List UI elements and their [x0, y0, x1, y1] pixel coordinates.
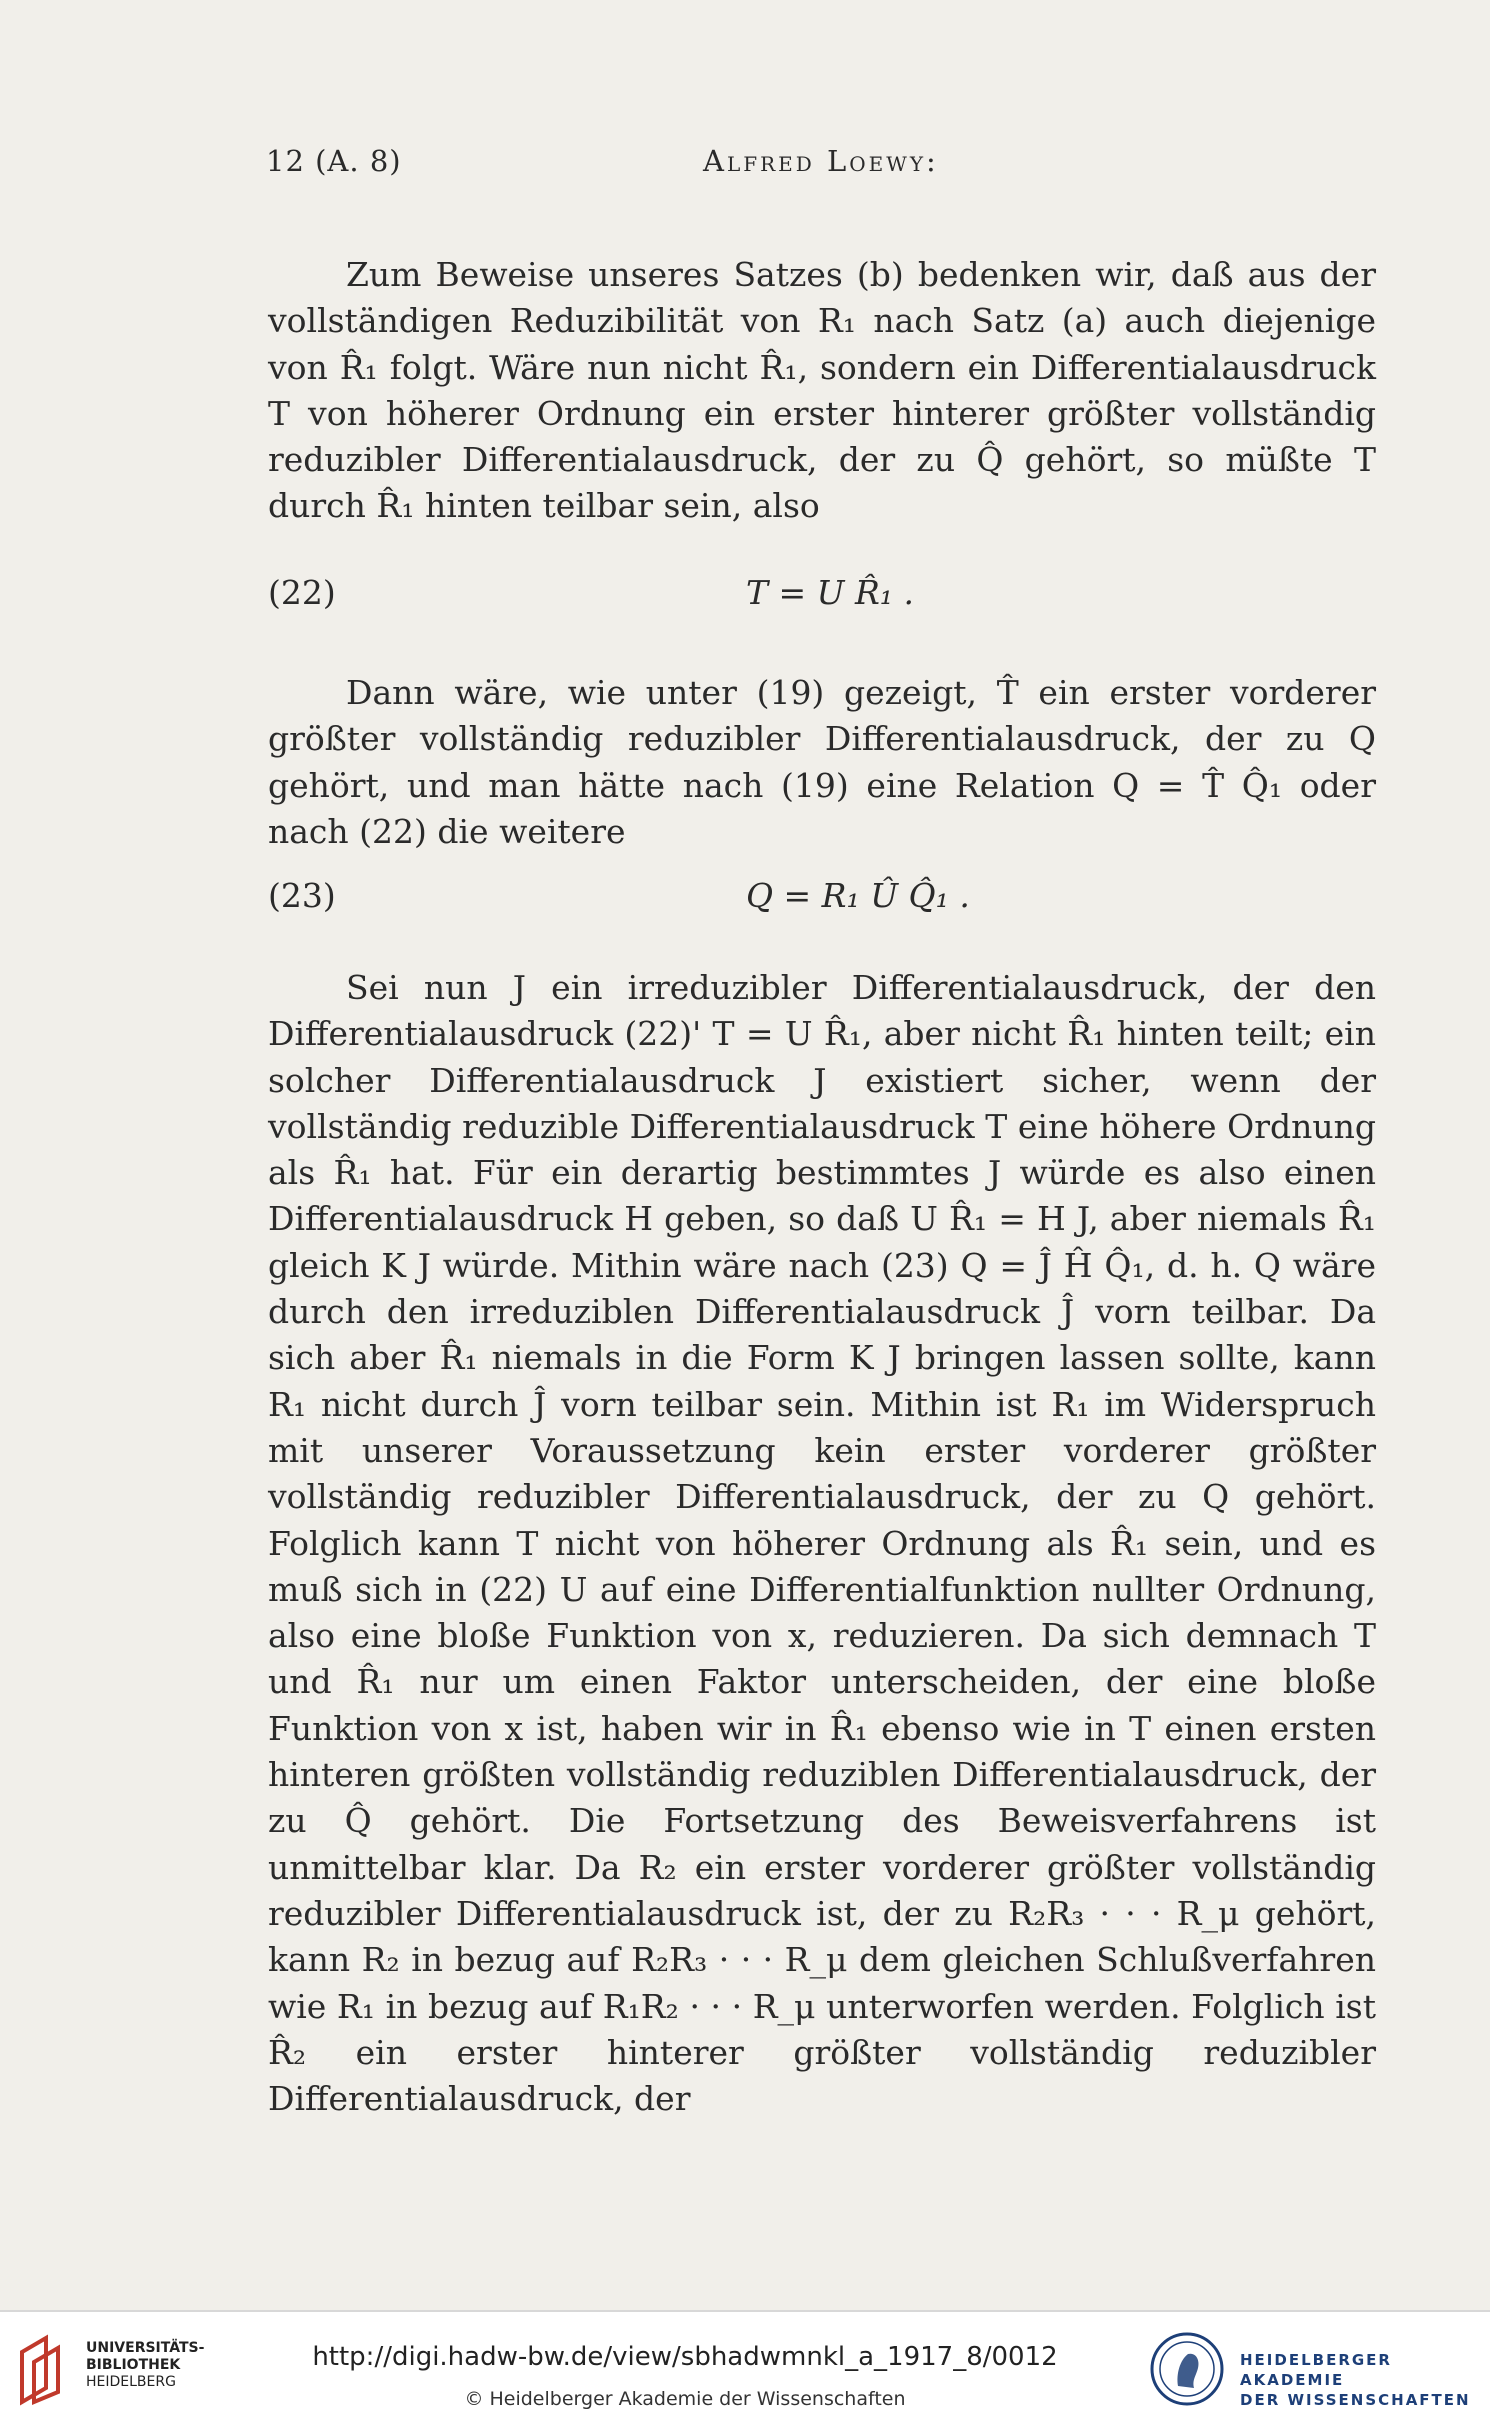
university-library-name	[86, 2340, 204, 2391]
academy-line-1: HEIDELBERGER AKADEMIE	[1240, 2351, 1392, 2389]
academy-line-2: DER WISSENSCHAFTEN	[1240, 2391, 1471, 2409]
page-header	[266, 144, 1376, 188]
equation-22-number: (22)	[268, 573, 336, 612]
equation-23-body: Q = R₁ Û Q̂₁ .	[746, 876, 970, 915]
academy-seal-icon	[1148, 2330, 1226, 2408]
equation-22	[268, 573, 1376, 619]
library-line-3: HEIDELBERG	[86, 2374, 176, 2390]
page-number: 12 (A. 8)	[266, 144, 402, 178]
university-library-logo-icon	[16, 2332, 82, 2408]
paragraph-2	[268, 670, 1376, 855]
paragraph-1	[268, 252, 1376, 530]
copyright-notice: © Heidelberger Akademie der Wissenschaften	[464, 2388, 906, 2410]
equation-23-number: (23)	[268, 876, 336, 915]
paragraph-3	[268, 965, 1376, 2122]
paragraph-2-text: Dann wäre, wie unter (19) gezeigt, T̂ ein erster vorderer größter vollständig reduzibler Differentialausdruck, der zu Q gehört, und man hätte nach (19) eine Relation Q = T̂ Q̂₁ oder nach (22) die weitere	[268, 673, 1376, 851]
equation-22-body: T = U R̂₁ .	[746, 573, 914, 612]
paragraph-3-text: Sei nun J ein irreduzibler Differentialausdruck, der den Differentialausdruck (22)' T = U R̂₁, aber nicht R̂₁ hinten teilt; ein solcher Differentialausdruck J existiert sicher, wenn der vollständig reduzible Differentialausdruck T eine höhere Ordnung als R̂₁ hat. Für ein derartig bestimmtes J würde es also einen Differentialausdruck H geben, so daß U R̂₁ = H J, aber niemals R̂₁ gleich K J würde. Mithin wäre nach (23) Q = Ĵ Ĥ Q̂₁, d. h. Q wäre durch den irreduziblen Differentialausdruck Ĵ vorn teilbar. Da sich aber R̂₁ niemals in die Form K J bringen lassen sollte, kann R₁ nicht durch Ĵ vorn teilbar sein. Mithin ist R₁ im Widerspruch mit unserer Voraussetzung kein erster vorderer größter vollständig reduzibler Differentialausdruck, der zu Q gehört. Folglich kann T nicht von höherer Ordnung als R̂₁ sein, und es muß sich in (22) U auf eine Differentialfunktion nullter Ordnung, also eine bloße Funktion von x, reduzieren. Da sich demnach T und R̂₁ nur um einen Faktor unterscheiden, der eine bloße Funktion von x ist, haben wir in R̂₁ ebenso wie in T einen ersten hinteren größten vollständig reduziblen Differentialausdruck, der zu Q̂ gehört. Die Fortsetzung des Beweisverfahrens ist unmittelbar klar. Da R₂ ein erster vorderer größter vollständig reduzibler Differentialausdruck ist, der zu R₂R₃ · · · R_μ gehört, kann R₂ in bezug auf R₂R₃ · · · R_μ dem gleichen Schlußverfahren wie R₁ in bezug auf R₁R₂ · · · R_μ unterworfen werden. Folglich ist R̂₂ ein erster hinterer größter vollständig reduzibler Differentialausdruck, der	[268, 968, 1376, 2119]
viewer-footer	[0, 2310, 1490, 2426]
equation-23	[268, 876, 1376, 922]
academy-name	[1240, 2350, 1490, 2410]
running-head: Alfred Loewy:	[703, 144, 939, 178]
library-line-1: UNIVERSITÄTS-	[86, 2340, 205, 2356]
permalink-url[interactable]: http://digi.hadw-bw.de/view/sbhadwmnkl_a_1917_8/0012	[312, 2342, 1058, 2372]
library-line-2: BIBLIOTHEK	[86, 2357, 181, 2373]
paragraph-1-text: Zum Beweise unseres Satzes (b) bedenken wir, daß aus der vollständigen Reduzibilität von R₁ nach Satz (a) auch diejenige von R̂₁ folgt. Wäre nun nicht R̂₁, sondern ein Differentialausdruck T von höherer Ordnung ein erster hinterer größter vollständig reduzibler Differentialausdruck, der zu Q̂ gehört, so müßte T durch R̂₁ hinten teilbar sein, also	[268, 255, 1376, 526]
